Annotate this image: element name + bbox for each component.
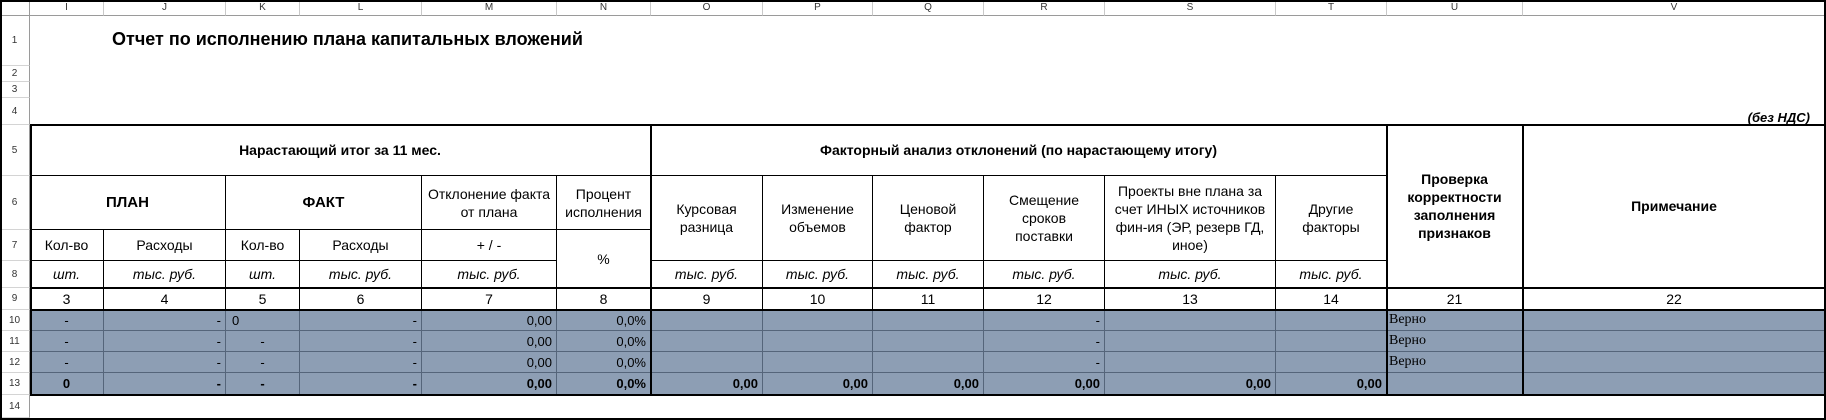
unit-plan-qty[interactable]: шт. — [30, 261, 104, 288]
table-cell[interactable] — [1276, 310, 1387, 331]
unit-plan-expenses[interactable]: тыс. руб. — [104, 261, 226, 288]
total-cell[interactable]: 0,00 — [763, 373, 873, 395]
total-cell[interactable]: 0,00 — [1105, 373, 1276, 395]
unit-price[interactable]: тыс. руб. — [873, 261, 984, 288]
table-cell[interactable] — [651, 310, 763, 331]
header-plan[interactable]: ПЛАН — [30, 176, 226, 230]
table-cell[interactable] — [763, 331, 873, 352]
check-result[interactable]: Верно — [1387, 310, 1523, 331]
total-cell[interactable] — [1523, 373, 1826, 395]
table-cell[interactable]: 0,0% — [557, 331, 651, 352]
header-deviation[interactable]: Отклонение факта от плана — [422, 176, 557, 230]
total-cell[interactable]: - — [226, 373, 300, 395]
header-other-projects[interactable]: Проекты вне плана за счет ИНЫХ источников фин-ия (ЭР, резерв ГД, иное) — [1105, 176, 1276, 261]
table-cell[interactable]: 0 — [226, 310, 300, 331]
total-cell[interactable]: 0,00 — [422, 373, 557, 395]
unit-volume[interactable]: тыс. руб. — [763, 261, 873, 288]
colnum-22[interactable]: 22 — [1523, 288, 1826, 310]
total-cell[interactable]: 0,00 — [984, 373, 1105, 395]
column-header-o[interactable]: O — [651, 0, 763, 16]
vat-note[interactable]: (без НДС) — [1747, 109, 1810, 125]
column-header-p[interactable]: P — [763, 0, 873, 16]
column-header-s[interactable]: S — [1105, 0, 1276, 16]
row-header-7[interactable]: 7 — [0, 230, 30, 261]
total-cell[interactable]: - — [104, 373, 226, 395]
table-cell[interactable]: 0,00 — [422, 352, 557, 373]
table-cell[interactable] — [1276, 331, 1387, 352]
colnum-3[interactable]: 3 — [30, 288, 104, 310]
unit-fact-expenses[interactable]: тыс. руб. — [300, 261, 422, 288]
header-plus-minus[interactable]: + / - — [422, 230, 557, 261]
table-cell[interactable] — [651, 352, 763, 373]
colnum-6[interactable]: 6 — [300, 288, 422, 310]
section-divider-1 — [650, 124, 652, 396]
table-cell[interactable] — [1105, 352, 1276, 373]
table-cell[interactable] — [873, 331, 984, 352]
column-header-q[interactable]: Q — [873, 0, 984, 16]
header-exchange[interactable]: Курсовая разница — [651, 176, 763, 261]
check-result[interactable]: Верно — [1387, 331, 1523, 352]
table-cell[interactable]: - — [30, 310, 104, 331]
header-fact[interactable]: ФАКТ — [226, 176, 422, 230]
header-fact-qty[interactable]: Кол-во — [226, 230, 300, 261]
table-cell[interactable]: - — [300, 352, 422, 373]
table-cell[interactable]: 0,00 — [422, 310, 557, 331]
table-cell[interactable]: - — [300, 331, 422, 352]
table-cell[interactable]: - — [226, 352, 300, 373]
section-divider-2 — [1386, 124, 1388, 396]
table-cell[interactable]: - — [984, 352, 1105, 373]
colnum-13[interactable]: 13 — [1105, 288, 1276, 310]
header-price[interactable]: Ценовой фактор — [873, 176, 984, 261]
column-header-i[interactable]: I — [30, 0, 104, 16]
check-result[interactable]: Верно — [1387, 352, 1523, 373]
header-volume[interactable]: Изменение объемов — [763, 176, 873, 261]
total-cell[interactable]: 0 — [30, 373, 104, 395]
row-header-3[interactable]: 3 — [0, 82, 30, 98]
header-pct-sign[interactable]: % — [557, 230, 651, 288]
total-cell[interactable]: 0,00 — [1276, 373, 1387, 395]
total-cell[interactable]: 0,00 — [651, 373, 763, 395]
table-cell[interactable] — [763, 352, 873, 373]
colnum-10[interactable]: 10 — [763, 288, 873, 310]
unit-other-factors[interactable]: тыс. руб. — [1276, 261, 1387, 288]
table-cell[interactable]: 0,00 — [422, 331, 557, 352]
column-header-n[interactable]: N — [557, 0, 651, 16]
row-header-10[interactable]: 10 — [0, 310, 30, 331]
row-header-2[interactable]: 2 — [0, 66, 30, 82]
row-header-14[interactable]: 14 — [0, 395, 30, 418]
row-header-9[interactable]: 9 — [0, 288, 30, 310]
column-header-k[interactable]: K — [226, 0, 300, 16]
unit-exchange[interactable]: тыс. руб. — [651, 261, 763, 288]
header-shift[interactable]: Смещение сроков поставки — [984, 176, 1105, 261]
total-cell[interactable]: - — [300, 373, 422, 395]
table-cell[interactable] — [1523, 310, 1826, 331]
table-cell[interactable] — [1276, 352, 1387, 373]
total-cell[interactable]: 0,0% — [557, 373, 651, 395]
table-cell[interactable] — [1105, 331, 1276, 352]
table-cell[interactable]: - — [30, 331, 104, 352]
row-header-6[interactable]: 6 — [0, 176, 30, 230]
row-header-11[interactable]: 11 — [0, 331, 30, 352]
table-cell[interactable] — [1105, 310, 1276, 331]
table-cell[interactable] — [873, 310, 984, 331]
colnum-8[interactable]: 8 — [557, 288, 651, 310]
table-cell[interactable]: - — [984, 310, 1105, 331]
row-header-4[interactable]: 4 — [0, 98, 30, 125]
header-other-factors[interactable]: Другие факторы — [1276, 176, 1387, 261]
table-cell[interactable]: - — [104, 352, 226, 373]
section-divider-3 — [1522, 124, 1524, 396]
column-header-r[interactable]: R — [984, 0, 1105, 16]
table-cell[interactable] — [763, 310, 873, 331]
column-header-m[interactable]: M — [422, 0, 557, 16]
colnum-4[interactable]: 4 — [104, 288, 226, 310]
unit-other-projects[interactable]: тыс. руб. — [1105, 261, 1276, 288]
row-header-8[interactable]: 8 — [0, 261, 30, 288]
table-cell[interactable]: - — [104, 331, 226, 352]
column-header-v[interactable]: V — [1523, 0, 1826, 16]
colnum-14[interactable]: 14 — [1276, 288, 1387, 310]
total-cell[interactable]: 0,00 — [873, 373, 984, 395]
report-title[interactable]: Отчет по исполнению плана капитальных вложений — [112, 28, 583, 49]
table-cell[interactable] — [1523, 331, 1826, 352]
header-check[interactable]: Проверка корректности заполнения признаков — [1387, 125, 1523, 288]
header-bottom-rule — [30, 309, 1826, 311]
table-cell[interactable]: - — [984, 331, 1105, 352]
table-cell[interactable]: - — [104, 310, 226, 331]
colnum-12[interactable]: 12 — [984, 288, 1105, 310]
row-header-13[interactable]: 13 — [0, 373, 30, 395]
unit-fact-qty[interactable]: шт. — [226, 261, 300, 288]
header-factor-analysis[interactable]: Факторный анализ отклонений (по нарастающему итогу) — [651, 125, 1387, 176]
colnum-21[interactable]: 21 — [1387, 288, 1523, 310]
table-cell[interactable]: - — [226, 331, 300, 352]
column-header-u[interactable]: U — [1387, 0, 1523, 16]
unit-deviation[interactable]: тыс. руб. — [422, 261, 557, 288]
column-header-l[interactable]: L — [300, 0, 422, 16]
header-plan-qty[interactable]: Кол-во — [30, 230, 104, 261]
table-cell[interactable]: 0,0% — [557, 352, 651, 373]
colnum-11[interactable]: 11 — [873, 288, 984, 310]
column-header-j[interactable]: J — [104, 0, 226, 16]
table-cell[interactable] — [651, 331, 763, 352]
row-header-12[interactable]: 12 — [0, 352, 30, 373]
colnum-7[interactable]: 7 — [422, 288, 557, 310]
table-cell[interactable]: - — [300, 310, 422, 331]
header-plan-expenses[interactable]: Расходы — [104, 230, 226, 261]
table-cell[interactable] — [1523, 352, 1826, 373]
select-all-corner[interactable] — [0, 0, 30, 16]
header-cumulative[interactable]: Нарастающий итог за 11 мес. — [30, 125, 651, 176]
table-cell[interactable]: - — [30, 352, 104, 373]
unit-shift[interactable]: тыс. руб. — [984, 261, 1105, 288]
row-header-5[interactable]: 5 — [0, 125, 30, 176]
colnum-top-rule — [30, 287, 1826, 289]
column-header-t[interactable]: T — [1276, 0, 1387, 16]
header-remark[interactable]: Примечание — [1523, 125, 1826, 288]
colnum-9[interactable]: 9 — [651, 288, 763, 310]
header-percent[interactable]: Процент исполнения — [557, 176, 651, 230]
row-header-1[interactable]: 1 — [0, 16, 30, 66]
table-cell[interactable]: 0,0% — [557, 310, 651, 331]
header-fact-expenses[interactable]: Расходы — [300, 230, 422, 261]
colnum-5[interactable]: 5 — [226, 288, 300, 310]
total-cell[interactable] — [1387, 373, 1523, 395]
table-cell[interactable] — [873, 352, 984, 373]
